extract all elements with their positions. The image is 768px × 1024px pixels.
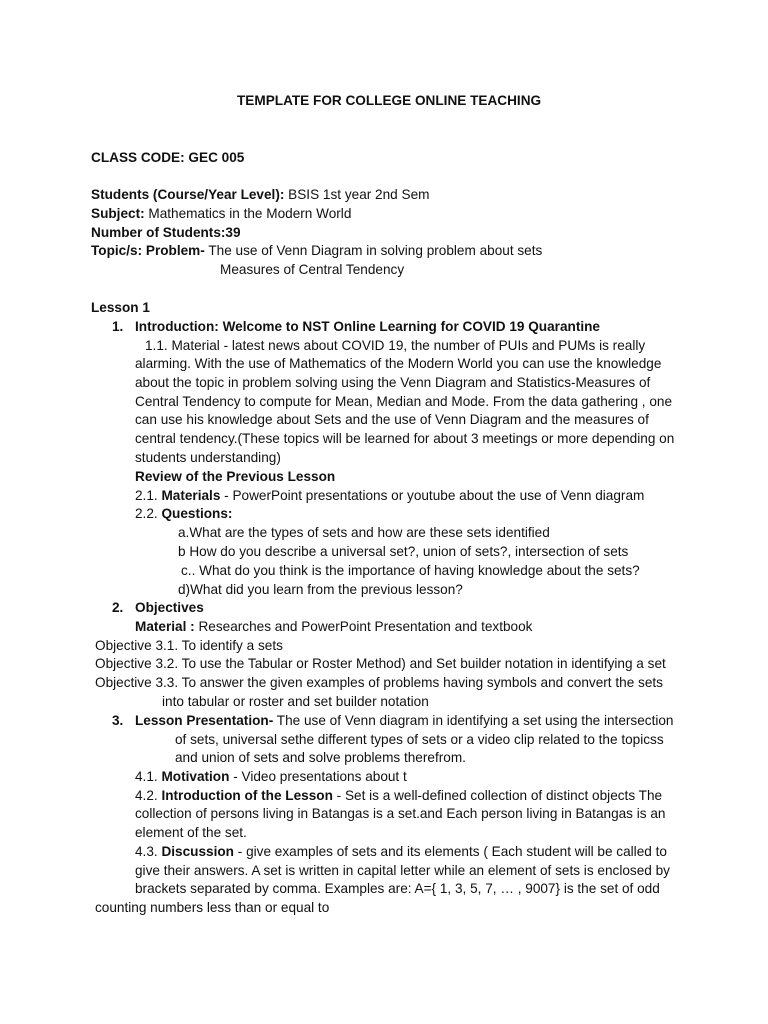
discussion-number: 4.3.: [135, 844, 162, 859]
subject-line: [91, 205, 351, 224]
intro-paragraph-line: 1.1. Material - latest news about COVID 19, the number of PUIs and PUMs is really: [145, 338, 646, 353]
motivation-text: - Video presentations about t: [229, 769, 407, 784]
topic-line: [91, 242, 542, 261]
review-heading: Review of the Previous Lesson: [135, 469, 336, 484]
objectives-material-text: Researches and PowerPoint Presentation and textbook: [194, 619, 533, 634]
questions-number: 2.2.: [135, 506, 162, 521]
intro-lesson-label: Introduction of the Lesson: [161, 788, 333, 803]
discussion-line: [135, 843, 667, 862]
discussion-text-4: counting numbers less than or equal to: [95, 900, 330, 915]
objective-3-3-cont: into tabular or roster and set builder notation: [162, 694, 429, 709]
subject-value: Mathematics in the Modern World: [144, 206, 352, 221]
intro-paragraph-line: can use his knowledge about Sets and the use of Venn Diagram and the measures of: [135, 412, 649, 427]
topic-label: Topic/s: Problem-: [91, 243, 205, 258]
motivation-label: Motivation: [161, 769, 230, 784]
objectives-heading: Objectives: [135, 600, 204, 615]
materials-number: 2.1.: [135, 488, 162, 503]
presentation-text-3: and union of sets and solve problems therefrom.: [175, 750, 466, 765]
discussion-label: Discussion: [161, 844, 234, 859]
discussion-text-2: give their answers. A set is written in capital letter while an element of sets is enclosed by: [135, 863, 670, 878]
motivation-number: 4.1.: [135, 769, 162, 784]
presentation-heading: Lesson Presentation-: [135, 713, 274, 728]
discussion-text: - give examples of sets and its elements ( Each student will be called to: [233, 844, 667, 859]
objectives-number: 2.: [112, 600, 124, 615]
intro-paragraph-line: central tendency.(These topics will be learned for about 3 meetings or more depending on: [135, 431, 675, 446]
objectives-material-line: [135, 618, 532, 637]
intro-paragraph-line: Central Tendency to compute for Mean, Median and Mode. From the data gathering , one: [135, 394, 673, 409]
materials-label: Materials: [161, 488, 221, 503]
motivation-line: [135, 768, 407, 787]
question-c: c.. What do you think is the importance of having knowledge about the sets?: [181, 563, 640, 578]
intro-number: 1.: [112, 319, 124, 334]
class-code: CLASS CODE: GEC 005: [91, 150, 245, 165]
question-d: d)What did you learn from the previous lesson?: [178, 582, 463, 597]
presentation-text: The use of Venn diagram in identifying a set using the intersection: [273, 713, 674, 728]
objective-3-3: Objective 3.3. To answer the given examples of problems having symbols and convert the sets: [95, 675, 663, 690]
intro-paragraph-line: about the topic in problem solving using the Venn Diagram and Statistics-Measures of: [135, 375, 651, 390]
presentation-line: [135, 712, 674, 731]
objective-3-1: Objective 3.1. To identify a sets: [95, 638, 283, 653]
number-of-students: Number of Students:39: [91, 225, 241, 240]
materials-text: - PowerPoint presentations or youtube about the use of Venn diagram: [220, 488, 645, 503]
discussion-text-3: brackets separated by comma. Examples are: A={ 1, 3, 5, 7, … , 9007} is the set of odd: [135, 881, 660, 896]
objective-3-2: Objective 3.2. To use the Tabular or Roster Method) and Set builder notation in identifying a set: [95, 656, 666, 671]
intro-heading: Introduction: Welcome to NST Online Learning for COVID 19 Quarantine: [135, 319, 600, 334]
lesson-heading: Lesson 1: [91, 300, 150, 315]
question-b: b How do you describe a universal set?, union of sets?, intersection of sets: [178, 544, 629, 559]
document-title: TEMPLATE FOR COLLEGE ONLINE TEACHING: [237, 93, 542, 108]
topic-value-2: Measures of Central Tendency: [220, 262, 405, 277]
students-value: BSIS 1st year 2nd Sem: [284, 187, 430, 202]
intro-lesson-text: - Set is a well-defined collection of distinct objects The: [332, 788, 663, 803]
question-a: a.What are the types of sets and how are these sets identified: [178, 525, 550, 540]
intro-lesson-number: 4.2.: [135, 788, 162, 803]
questions-line: [135, 505, 232, 524]
intro-lesson-line: [135, 787, 662, 806]
students-label: Students (Course/Year Level):: [91, 187, 285, 202]
students-line: [91, 186, 429, 205]
presentation-number: 3.: [112, 713, 124, 728]
subject-label: Subject:: [91, 206, 145, 221]
intro-paragraph-line: students understanding): [135, 450, 281, 465]
questions-label: Questions:: [161, 506, 233, 521]
presentation-text-2: of sets, universal sethe different types of sets or a video clip related to the topicss: [175, 732, 664, 747]
objectives-material-label: Material :: [135, 619, 195, 634]
topic-value: The use of Venn Diagram in solving problem about sets: [204, 243, 543, 258]
intro-lesson-text-2: collection of persons living in Batangas is a set.and Each person living in Batangas is an: [135, 806, 666, 821]
intro-paragraph-line: alarming. With the use of Mathematics of the Modern World you can use the knowledge: [135, 356, 662, 371]
materials-line: [135, 487, 644, 506]
intro-lesson-text-3: element of the set.: [135, 825, 247, 840]
